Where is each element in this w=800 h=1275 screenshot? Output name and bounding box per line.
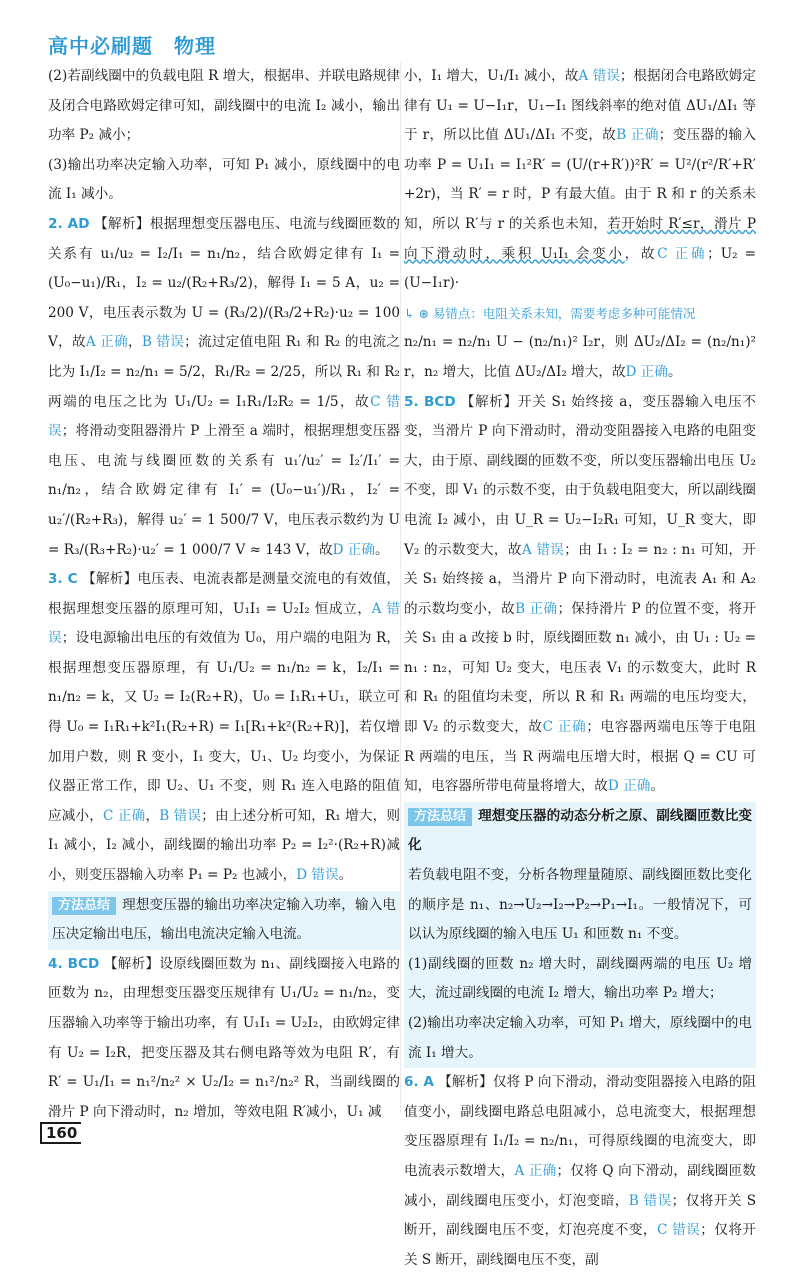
answer-mark: D 正确	[332, 541, 375, 558]
answer-mark: A 错误	[578, 68, 620, 84]
pitfall-icon: ↳ ⊛	[404, 305, 433, 321]
question-number: 2. AD	[48, 215, 90, 232]
q1-part2: (2)若副线圈中的负载电阻 R 增大，根据串、并联电路规律及闭合电路欧姆定律可知，副线圈中的电流 I₂ 减小，输出功率 P₂ 减小；	[48, 68, 400, 144]
method-tag: 方法总结	[52, 897, 116, 915]
question-number: 5. BCD	[404, 393, 456, 410]
page-number: 160	[40, 1122, 81, 1144]
answer-mark: C 正确	[657, 245, 708, 262]
answer-mark: A 错误	[48, 600, 400, 647]
pitfall-note: ↳ ⊛ 易错点：电阻关系未知，需要考虑多种可能情况	[404, 305, 696, 321]
analysis-tag: 【解析】	[82, 571, 138, 588]
answer-mark: A 正确	[85, 334, 128, 351]
q1-part3: (3)输出功率决定输入功率，可知 P₁ 减小，原线圈中的电流 I₁ 减小。	[48, 156, 400, 203]
method-summary-2: 方法总结 理想变压器的动态分析之原、副线圈匝数比变化 若负载电阻不变，分析各物理量随原、副线圈匝数比变化的顺序是 n₁、n₂→U₂→I₂→P₂→P₁→I₁。一般情况下，可以认为原线圈的输入电压 U₁ 和匝数 n₁ 不变。 (1)副线圈的匝数 n₂ 增大时，副线圈两端的电压 U₂ 增大，流过副线圈的电流 I₂ 增大，输出功率 P₂ 增大； (2)输出功率决定输入功率，可知 P₁ 增大，原线圈中的电流 I₁ 增大。	[404, 802, 756, 1068]
answer-mark: C 错误	[656, 1222, 701, 1239]
column-divider	[400, 62, 401, 1112]
question-3: 3. C 【解析】电压表、电流表都是测量交流电的有效值，根据理想变压器的原理可知，U₁I₁ = U₂I₂ 恒成立，A 错误；设电源输出电压的有效值为 U₀，用户端的电阻为 R，根据理想变压器原理，有 U₁/U₂ = n₁/n₂ = k，I₂/I₁ = n₁/n₂ = k，又 U₂ = I₂(R₂+R)，U₀ = I₁R₁+U₁，联立可得 U₀ = I₁R₁+k²I₁(R₂+R) = I₁[R₁+k²(R₂+R)]，若仅增加用户数，则 R 变小，I₁ 变大，U₁、U₂ 均变小，为保证仪器正常工作，即 U₂、U₁ 不变，则 R₁ 连入电路的阻值应减小，C 正确，B 错误；由上述分析可知，R₁ 增大，则 I₁ 减小，I₂ 减小，副线圈的输出功率 P₂ = I₂²·(R₂+R)减小，则变压器输入功率 P₁ = P₂ 也减小，D 错误。	[48, 571, 401, 884]
method-summary-1: 方法总结 理想变压器的输出功率决定输入功率，输入电压决定输出电压，输出电流决定输入电流。	[48, 891, 400, 950]
answer-mark: C 正确	[103, 807, 146, 824]
analysis-tag: 【解析】	[460, 393, 518, 410]
answer-mark: B 正确	[616, 127, 659, 144]
answer-mark: B 正确	[515, 600, 558, 617]
wavy-underline-text: 若开始时 R′≤r，滑片 P 向下滑动时，乘积 U₁I₁ 会变小	[404, 215, 756, 262]
right-column	[404, 62, 756, 1275]
answer-mark: A 错误	[521, 541, 565, 558]
answer-mark: B 错误	[159, 807, 202, 824]
question-4-continued: 小，I₁ 增大，U₁/I₁ 减小，故A 错误；根据闭合电路欧姆定律有 U₁ = U−I₁r，U₁−I₁ 图线斜率的绝对值 ΔU₁/ΔI₁ 等于 r，所以比值 ΔU₁/ΔI₁ 不变，故B 正确；变压器的输入功率 P = U₁I₁ = I₁²R′ = (U/(r+R′))²R′ = U²/(r²/R′+R′+2r)，当 R′ = r 时，P 有最大值。由于 R 和 r 的关系未知，所以 R′与 r 的关系也未知，若开始时 R′≤r，滑片 P 向下滑动时，乘积 U₁I₁ 会变小，故C 正确；U₂ = (U−I₁r)·	[404, 68, 757, 292]
question-number: 6. A	[404, 1074, 434, 1091]
answer-mark: C 错误	[48, 393, 400, 440]
answer-mark: D 正确	[607, 778, 651, 795]
answer-mark: D 错误	[296, 867, 339, 884]
question-4-continued-2: n₂/n₁ = n₂/n₁ U − (n₂/n₁)² I₂r，则 ΔU₂/ΔI₂ = (n₂/n₁)² r，n₂ 增大，比值 ΔU₂/ΔI₂ 增大，故D 正确。	[404, 334, 756, 380]
question-number: 4. BCD	[48, 955, 100, 972]
answer-mark: B 错误	[628, 1192, 672, 1209]
analysis-tag: 【解析】	[438, 1074, 493, 1091]
method-summary-title: 方法总结 理想变压器的动态分析之原、副线圈匝数比变化	[408, 807, 752, 854]
page-header-title: 高中必刷题 物理	[48, 34, 216, 58]
question-number: 3. C	[48, 571, 78, 588]
question-5: 5. BCD 【解析】开关 S₁ 始终接 a，变压器输入电压不变，当滑片 P 向下滑动时，滑动变阻器接入电路的电阻变大，由于原、副线圈的匝数不变，所以变压器输出电压 U₂ 不变，即 V₁ 的示数不变，由于负载电阻变大，所以副线圈电流 I₂ 减小，由 U_R = U₂−I₂R₁ 可知，U_R 变大，即 V₂ 的示数变大，故A 错误；由 I₁ : I₂ = n₂ : n₁ 可知，开关 S₁ 始终接 a，当滑片 P 向下滑动时，电流表 A₁ 和 A₂ 的示数均变小，故B 正确；保持滑片 P 的位置不变，将开关 S₁ 由 a 改接 b 时，原线圈匝数 n₁ 减小，由 U₁ : U₂ = n₁ : n₂，可知 U₂ 变大，电压表 V₁ 的示数变大，此时 R 和 R₁ 的阻值均未变，所以 R 和 R₁ 两端的电压均变大，即 V₂ 的示数变大，故C 正确；电容器两端电压等于电阻 R 两端的电压，当 R 两端电压增大时，根据 Q = CU 可知，电容器所带电荷量将增大，故D 正确。	[404, 393, 757, 795]
method-tag: 方法总结	[408, 808, 472, 826]
left-column	[48, 62, 400, 1127]
answer-mark: B 错误	[141, 334, 185, 351]
analysis-tag: 【解析】	[94, 215, 150, 232]
analysis-tag: 【解析】	[103, 955, 160, 972]
question-6: 6. A 【解析】仅将 P 向下滑动，滑动变阻器接入电路的阻值变小，副线圈电路总电阻减小，总电流变大，根据理想变压器原理有 I₁/I₂ = n₂/n₁，可得原线圈的电流变大，即电流表示数增大，A 正确；仅将 Q 向下滑动，副线圈匝数减小，副线圈电压变小，灯泡变暗，B 错误；仅将开关 S 断开，副线圈电压不变，灯泡亮度不变，C 错误；仅将开关 S 断开，副线圈电压不变，副	[404, 1074, 757, 1268]
question-4: 4. BCD 【解析】设原线圈匝数为 n₁、副线圈接入电路的匝数为 n₂，由理想变压器变压规律有 U₁/U₂ = n₁/n₂，变压器输入功率等于输出功率，有 U₁I₁ = U₂I₂，由欧姆定律有 U₂ = I₂R，把变压器及其右侧电路等效为电阻 R′，有 R′ = U₁/I₁ = n₁²/n₂² × U₂/I₂ = n₁²/n₂² R，当副线圈的滑片 P 向下滑动时，n₂ 增加，等效电阻 R′减小，U₁ 减	[48, 955, 400, 1120]
answer-mark: A 正确	[514, 1162, 557, 1179]
question-2: 2. AD 【解析】根据理想变压器电压、电流与线圈匝数的关系有 u₁/u₂ = I₂/I₁ = n₁/n₂，结合欧姆定律有 I₁ = (U₀−u₁)/R₁，I₂ = u₂/(R₂+R₃/2)，解得 I₁ = 5 A，u₂ = 200 V，电压表示数为 U = (R₃/2)/(R₃/2+R₂)·u₂ = 100 V，故A 正确，B 错误；流过定值电阻 R₁ 和 R₂ 的电流之比为 I₁/I₂ = n₂/n₁ = 5/2，R₁/R₂ = 2/25，所以 R₁ 和 R₂ 两端的电压之比为 U₁/U₂ = I₁R₁/I₂R₂ = 1/5，故C 错误；将滑动变阻器滑片 P 上滑至 a 端时，根据理想变压器电压、电流与线圈匝数的关系有 u₁′/u₂′ = I₂′/I₁′ = n₁/n₂，结合欧姆定律有 I₁′ = (U₀−u₁′)/R₁，I₂′ = u₂′/(R₂+R₃)，解得 u₂′ = 1 500/7 V，电压表示数约为 U = R₃/(R₃+R₂)·u₂′ = 1 000/7 V ≈ 143 V，故D 正确。	[48, 215, 401, 558]
answer-mark: D 正确	[625, 363, 668, 380]
answer-mark: C 正确	[542, 719, 587, 736]
